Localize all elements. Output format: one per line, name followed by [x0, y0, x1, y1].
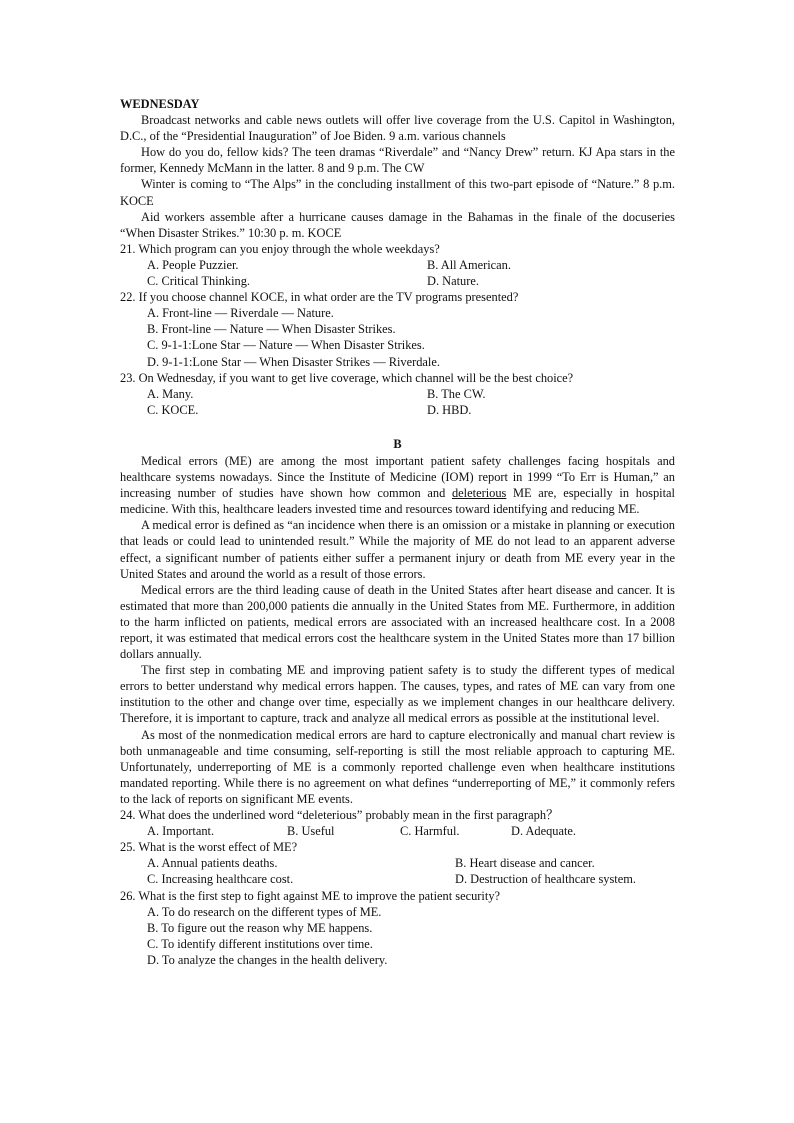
question-24-options-row — [120, 823, 675, 839]
question-26: 26. What is the first step to fight against ME to improve the patient security? — [120, 888, 501, 903]
option-25b: B. Heart disease and cancer. — [455, 856, 595, 871]
passage-paragraph-2: A medical error is defined as “an incidence when there is an omission or a mistake in planning or execution that leads or could lead to unintended result.” While the majority of ME do not lead to an apparent adverse effect, a significant number of patients either suffer a permanent injury or death from ME every year in the United States and around the world as a result of those errors. — [120, 518, 675, 581]
option-22a: A. Front-line — Riverdale — Nature. — [147, 306, 334, 321]
listing-when-disaster-strikes: Aid workers assemble after a hurricane causes damage in the Bahamas in the finale of the docuseries “When Disaster Strikes.” 10:30 p. m. KOCE — [120, 209, 675, 240]
passage-paragraph-3: Medical errors are the third leading cause of death in the United States after heart disease and cancer. It is estimated that more than 200,000 patients die annually in the United States from ME. Furthermore, in addition to the harm inflicted on patients, medical errors are associated with an increased healthcare cost. In a 2008 report, it was estimated that medical errors cost the healthcare system in the United States more than 17 billion dollars annually. — [120, 582, 675, 662]
option-24c: C. Harmful. — [400, 824, 460, 839]
option-24a: A. Important. — [147, 824, 215, 839]
paragraph-1-text-after: ME are, especially in hospital medicine. With this, healthcare leaders invested time and resources toward identifying and reducing ME. — [120, 486, 675, 517]
option-23c: C. KOCE. — [147, 402, 199, 417]
option-26a: A. To do research on the different types of ME. — [147, 904, 382, 919]
question-23: 23. On Wednesday, if you want to get live coverage, which channel will be the best choice? — [120, 370, 574, 385]
question-21-options-row-2 — [120, 273, 675, 289]
question-23-options-row-1 — [120, 386, 675, 402]
listing-nature: Winter is coming to “The Alps” in the concluding installment of this two-part episode of “Nature.” 8 p.m. KOCE — [120, 177, 675, 208]
passage-paragraph-1 — [120, 453, 675, 517]
option-23d: D. HBD. — [427, 402, 472, 417]
exam-page — [120, 96, 675, 968]
option-25d: D. Destruction of healthcare system. — [455, 872, 636, 887]
option-26d: D. To analyze the changes in the health delivery. — [147, 952, 388, 967]
section-b-title: B — [393, 436, 402, 451]
option-22c: C. 9-1-1:Lone Star — Nature — When Disaster Strikes. — [147, 338, 425, 353]
option-23a: A. Many. — [147, 386, 194, 401]
option-25c: C. Increasing healthcare cost. — [147, 872, 294, 887]
option-26b: B. To figure out the reason why ME happens. — [147, 920, 373, 935]
question-22: 22. If you choose channel KOCE, in what order are the TV programs presented? — [120, 290, 519, 305]
option-21b: B. All American. — [427, 257, 511, 272]
passage-paragraph-4: The first step in combating ME and improving patient safety is to study the different types of medical errors to better understand why medical errors happen. The causes, types, and rates of ME can vary from one institution to the other and change over time, especially as we implement changes in our healthcare delivery. Therefore, it is important to capture, track and analyze all medical errors as possible at the institutional level. — [120, 663, 675, 726]
option-22d: D. 9-1-1:Lone Star — When Disaster Strikes — Riverdale. — [147, 354, 440, 369]
passage-paragraph-5: As most of the nonmedication medical errors are hard to capture electronically and manual chart review is both unmanageable and time consuming, self-reporting is still the most reliable approach to capturing ME. Unfortunately, underreporting of ME is a commonly reported challenge even when healthcare institutions mandated reporting. While there is no agreement on what defines “underreporting of ME,” it commonly refers to the lack of reports on significant ME events. — [120, 727, 675, 806]
day-heading: WEDNESDAY — [120, 97, 200, 111]
question-24: 24. What does the underlined word “deleterious” probably mean in the first paragraph？ — [120, 808, 559, 823]
question-21-options-row-1 — [120, 257, 675, 273]
option-21d: D. Nature. — [427, 274, 479, 289]
option-23b: B. The CW. — [427, 386, 486, 401]
option-22b: B. Front-line — Nature — When Disaster Strikes. — [147, 322, 396, 337]
question-23-options-row-2 — [120, 402, 675, 418]
option-21c: C. Critical Thinking. — [147, 274, 251, 289]
question-21: 21. Which program can you enjoy through the whole weekdays? — [120, 241, 440, 256]
underlined-word-deleterious: deleterious — [451, 486, 507, 501]
paragraph-1-text-before: Medical errors (ME) are among the most important patient safety challenges facing hospitals and healthcare systems nowadays. Since the Institute of Medicine (IOM) report in 1999 “To Err is Human,” an increasing number of studies have shown how common and — [120, 453, 675, 501]
option-24b: B. Useful — [287, 824, 335, 839]
listing-inauguration: Broadcast networks and cable news outlets will offer live coverage from the U.S. Capitol in Washington, D.C., of the “Presidential Inauguration” of Joe Biden. 9 a.m. various channels — [120, 113, 675, 144]
option-24d: D. Adequate. — [511, 824, 577, 839]
option-21a: A. People Puzzier. — [147, 257, 239, 272]
option-25a: A. Annual patients deaths. — [147, 856, 278, 871]
question-25-options-row-1 — [120, 855, 675, 871]
option-26c: C. To identify different institutions over time. — [147, 936, 373, 951]
question-25-options-row-2 — [120, 871, 675, 887]
question-25: 25. What is the worst effect of ME? — [120, 840, 298, 855]
listing-riverdale: How do you do, fellow kids? The teen dramas “Riverdale” and “Nancy Drew” return. KJ Apa stars in the former, Kennedy McMann in the latter. 8 and 9 p.m. The CW — [120, 145, 675, 176]
